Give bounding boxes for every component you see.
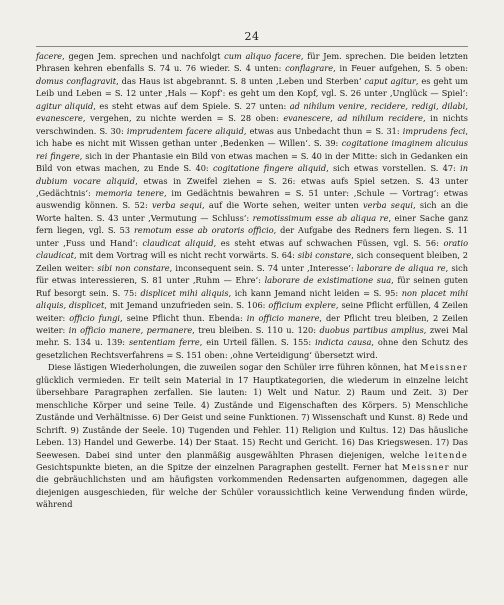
text-run: Gesichtspunkte bieten, an die Spitze der einzelnen Paragraphen gestellt. Ferner hat [36,461,402,472]
text-run: , mit Jemand unzufrieden sein. S. 106: [104,300,269,311]
text-run: , etwas aus Unbedacht thun = S. 31: [243,125,403,136]
latin-phrase: remotissimum esse ab aliqua re [252,212,389,223]
latin-phrase: laborare de existimatione sua [264,275,392,286]
paragraph-1 [36,50,468,361]
latin-phrase: non placet mihi aliquis, displicet [36,287,468,311]
latin-phrase: oratio claudicat [36,237,468,261]
text-run: , seine Pflicht erfüllen, 4 Zeilen weiter: [36,300,469,323]
latin-phrase: imprudens feci [402,125,466,136]
latin-phrase: memoria tenere [95,187,165,198]
latin-phrase: verba sequi [362,200,413,211]
latin-phrase: cum aliquo facere [224,51,301,61]
text-run: , sich etwas vorstellen. S. 47: [326,163,461,174]
latin-phrase: sibi constare [297,250,352,261]
text-run: , es steht etwas auf schwachen Füssen, vgl. S. 56: [213,237,444,248]
emphasized-word: leitende [424,449,468,460]
text-run: , etwas in Zweifel ziehen = S. 26: etwas aufs Spiel setzen. S. 43 unter ‚Gedächtnis‘: [36,175,468,198]
text-run: , im Gedächtnis bewahren = S. 51 unter: ‚Schule — Vortrag‘: etwas auswendig können. S. 52: [36,187,469,211]
header-rule [36,46,468,47]
latin-phrase: cogitatione imaginem alicuius rei fingere [36,138,468,161]
latin-phrase: in officio manere, permanere [68,324,193,335]
text-run: , mit dem Vortrag will es nicht recht vorwärts. S. 64: [73,250,298,261]
latin-phrase: officium explere [268,300,336,311]
text-run: nur die gebräuchlichsten und am häufigsten vorkommenden Redensarten aufgenommen, dagegen alle diejenigen ausgeschieden, für welche der Schüler voraussichtlich keine Verwendung finden würde, während [36,461,468,510]
text-run: , sich an die Worte halten. S. 43 unter ‚Vermutung — Schluss‘: [36,200,469,223]
text-run: , der Aufgabe des Redners fern liegen. S. 11 unter ‚Fuss und Hand‘: [36,225,468,248]
text-run: , für Jem. sprechen. Die beiden letzten Phrasen kehren ebenfalls S. 74 u. 76 wieder. S. 4 unten: [36,51,468,74]
text-run: glücklich vermieden. Er teilt sein Material in 17 Hauptkategorien, die wiederum in einzelne leicht übersehbare Paragraphen zerfallen. Sie lauten: 1) Welt und Natur. 2) Raum und Zeit. 3) Der menschliche Körper und seine Teile. 4) Zustände und Eigenschaften des Körpers. 5) Menschliche Zustände und Verhältnisse. 6) Der Geist und seine Funktionen. 7) Wissenschaft und Kunst. 8) Rede und Schrift. 9) Zustände der Seele. 10) Tugenden und Fehler. 11) Religion und Kultus. 12) Das häusliche Leben. 13) Handel und Gewerbe. 14) Der Staat. 15) Recht und Gericht. 16) Das Kriegswesen. 17) Das Seewesen. Dabei sind unter den planmäßig ausgewählten Phrasen diejenigen, welche [36,374,468,460]
latin-phrase: caput agitur [364,75,416,86]
latin-phrase: evanescere, ad nihilum recidere [283,113,424,124]
latin-phrase: in dubium vocare aliquid [36,163,468,186]
page-number: 24 [244,30,260,43]
text-run: , ein Urteil fällen. S. 155: [199,337,316,348]
paragraph-2 [36,361,468,510]
text-run: , das Haus ist abgebrannt. S. 8 unten ‚Leben und Sterben‘ [116,75,365,86]
text-run: , ich kann Jemand nicht leiden = S. 95: [228,287,402,298]
text-run: , in nichts verschwinden. S. 30: [36,113,468,136]
text-run: Diese lästigen Wiederholungen, die zuweilen sogar den Schüler irre führen können, hat [48,362,421,373]
latin-phrase: agitur aliquid [36,100,94,111]
latin-phrase: laborare de aliqua re [356,262,446,273]
text-run: , es steht etwas auf dem Spiele. S. 27 unten: [93,100,290,111]
text-run: , sich in der Phantasie ein Bild von etwas machen = S. 40 in der Mitte: sich in Gedanken ein Bild von etwas machen, zu Ende S. 40: [36,150,468,174]
latin-phrase: claudicat aliquid [142,237,214,248]
latin-phrase: in officio manere [246,312,320,323]
text-run: , vergehen, zu nichte werden = S. 28 oben: [82,113,284,124]
text-run: , zwei Mal mehr. S. 134 u. 139: [36,324,468,348]
latin-phrase: facere [36,51,63,61]
text-run: , es geht um Leib und Leben = S. 12 unter ‚Hals — Kopf‘: es geht um den Kopf, vgl. S. 26 unter ‚Unglück — Spiel‘: [36,75,468,99]
latin-phrase: imprudentem facere aliquid [126,125,244,136]
text-run: , einer Sache ganz fern liegen, vgl. S. 53 [36,212,469,236]
latin-phrase: displicet mihi aliquis [140,287,229,298]
latin-phrase: duobus partibus amplius [319,324,424,335]
latin-phrase: verba sequi [152,200,203,211]
text-run: , der Pflicht treu bleiben, 2 Zeilen weiter: [36,312,468,335]
latin-phrase: ad nihilum venire, recidere, redigi, dilabi, evanescere [36,100,468,124]
text-run: , sich consequent bleiben, 2 Zeilen weiter: [36,250,468,273]
latin-phrase: domus conflagravit [36,75,117,86]
body-text [36,50,468,511]
latin-phrase: cogitatione fingere aliquid [212,163,327,174]
text-run: , sich für etwas interessieren, S. 81 unter ‚Ruhm — Ehre‘: [36,262,468,286]
text-run: , ich habe es nicht mit Wissen gethan unter ‚Bedenken — Willen‘. S. 39: [36,125,469,149]
latin-phrase: conflagrare [285,63,334,74]
latin-phrase: indicta causa [315,337,372,348]
emphasized-word: Meissner [420,362,468,373]
latin-phrase: sibi non constare [97,262,170,273]
text-run: , seine Pflicht thun. Ebenda: [120,312,247,323]
text-run: , für seinen guten Ruf besorgt sein. S. 75: [36,275,468,298]
text-run: , ohne den Schutz des gesetzlichen Rechtsverfahrens = S. 151 oben: ‚ohne Verteidigung‘ übersetzt wird. [36,337,468,360]
text-run: , gegen Jem. sprechen und nachfolgt [62,51,225,61]
latin-phrase: sententiam ferre [128,337,200,348]
emphasized-word: Meissner [401,461,450,472]
text-run: , treu bleiben. S. 110 u. 120: [192,324,320,335]
text-run: , in Feuer aufgehen, S. 5 oben: [333,63,468,74]
latin-phrase: officio fungi [69,312,121,323]
latin-phrase: remotum esse ab oratoris officio [133,225,274,236]
text-run: , auf die Worte sehen, weiter unten [202,200,363,211]
text-run: , inconsequent sein. S. 74 unter ‚Interesse‘: [169,262,357,273]
